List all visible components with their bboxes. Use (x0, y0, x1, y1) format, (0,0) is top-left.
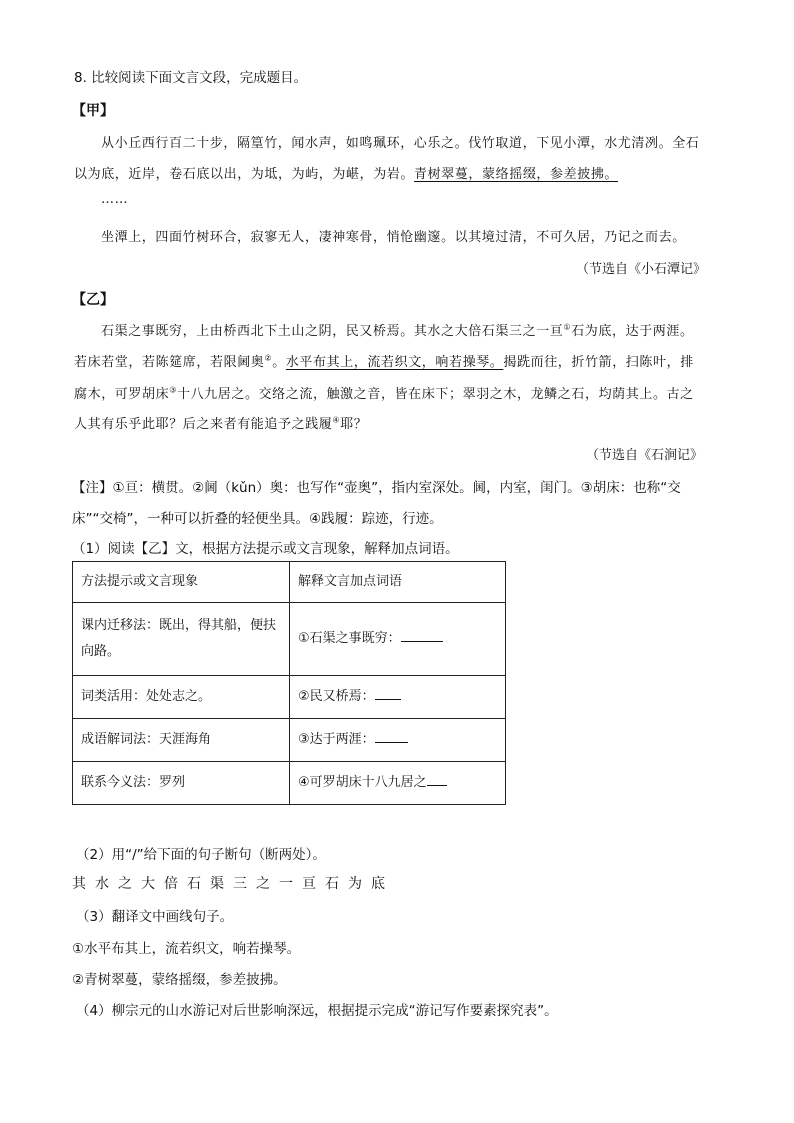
footnote-marker-3: ③ (169, 385, 177, 395)
answer-blank-1[interactable] (401, 629, 443, 642)
table-header-method: 方法提示或文言现象 (73, 562, 290, 603)
answer-prompt: ④可罗胡床十八九居之 (298, 775, 427, 790)
passage-jia-line-2-text: 以为底，近岸，卷石底以出，为坻，为屿，为嵁，为岩。 (74, 167, 415, 182)
passage-jia-line-3: 坐潭上，四面竹树环合，寂寥无人，凄神寒骨，悄怆幽邃。以其境过清，不可久居，乃记之而去。 (101, 230, 686, 245)
table-row (73, 603, 506, 676)
answer-blank-2[interactable] (375, 687, 401, 700)
sub-question-4-prompt: （4）柳宗元的山水游记对后世影响深远，根据提示完成“游记写作要素探究表”。 (76, 1003, 558, 1019)
ellipsis: …… (101, 192, 129, 207)
annotation-line-1: 【注】①亘：横贯。②阃（kǔn）奥：也写作“壶奥”，指内室深处。阃，内室，闺门。③胡床：也称“交 (72, 480, 681, 496)
sub-question-1-prompt: （1）阅读【乙】文，根据方法提示或文言现象，解释加点词语。 (72, 541, 459, 557)
answer-prompt: ②民又桥焉： (298, 689, 375, 704)
answer-blank-3[interactable] (375, 730, 408, 743)
method-cell: 课内迁移法：既出，得其船，便扶向路。 (73, 603, 290, 676)
passage-yi-line-3b: 十八九居之。交络之流，触激之音，皆在床下；翠羽之木，龙鳞之石，均荫其上。古之 (176, 387, 694, 402)
sub-question-3-prompt: （3）翻译文中画线句子。 (76, 909, 234, 925)
underlined-sentence-jia: 青树翠蔓，蒙络摇缀，参差披拂。 (414, 167, 619, 182)
answer-cell (290, 762, 506, 805)
passage-jia-line-2 (74, 163, 618, 182)
passage-yi-header: 【乙】 (72, 292, 114, 308)
passage-yi-line-4b: 耶？ (340, 417, 368, 432)
passage-yi-line-1b: 石为底，达于两涯。 (571, 324, 694, 339)
passage-yi-line-2a: 若床若堂，若陈筵席，若限阃奥 (74, 355, 265, 370)
answer-cell (290, 719, 506, 762)
answer-cell (290, 603, 506, 676)
method-cell: 成语解词法：天涯海角 (73, 719, 290, 762)
annotation-line-2: 床”“交椅”，一种可以折叠的轻便坐具。④践履：踪迹，行迹。 (72, 511, 443, 527)
method-cell: 词类活用：处处志之。 (73, 676, 290, 719)
passage-jia-header: 【甲】 (72, 103, 114, 119)
sentence-to-punctuate: 其水之大倍石渠三之一亘石为底 (72, 876, 394, 892)
method-cell: 联系今义法：罗列 (73, 762, 290, 805)
footnote-marker-4: ④ (332, 415, 341, 425)
underlined-sentence-yi: 水平布其上，流若织文，响若操琴。 (285, 355, 504, 370)
table-row (73, 676, 506, 719)
passage-yi-line-1a: 石渠之事既穷，上由桥西北下土山之阴，民又桥焉。其水之大倍石渠三之一亘 (101, 324, 564, 339)
passage-yi-line-2 (74, 351, 694, 370)
answer-cell (290, 676, 506, 719)
passage-yi-line-2b: 。 (272, 355, 286, 370)
passage-yi-line-3a: 腐木，可罗胡床 (74, 387, 170, 402)
question-title: 8. 比较阅读下面文言文段，完成题目。 (74, 70, 308, 86)
answer-prompt: ①石渠之事既穷： (298, 631, 401, 646)
method-table (72, 561, 506, 805)
footnote-marker-2: ② (264, 353, 273, 363)
translate-item-1: ①水平布其上，流若织文，响若操琴。 (72, 941, 301, 957)
passage-yi-line-4 (74, 413, 367, 432)
source-yi: （节选自《石涧记》 (586, 448, 704, 463)
answer-blank-4[interactable] (427, 773, 447, 786)
footnote-marker-1: ① (563, 322, 572, 332)
passage-jia-line-1: 从小丘西行百二十步，隔篁竹，闻水声，如鸣珮环，心乐之。伐竹取道，下见小潭，水尤清冽。全石 (101, 136, 700, 151)
source-jia: （节选自《小石潭记》 (576, 262, 707, 277)
passage-yi-line-2c: 揭跣而往，折竹箭，扫陈叶，排 (503, 355, 694, 370)
answer-prompt: ③达于两涯： (298, 732, 375, 747)
table-row (73, 762, 506, 805)
table-row (73, 719, 506, 762)
translate-item-2: ②青树翠蔓，蒙络摇缀，参差披拂。 (72, 972, 287, 988)
sub-question-2-prompt: （2）用“/”给下面的句子断句（断两处）。 (76, 847, 326, 863)
passage-yi-line-4a: 人其有乐乎此耶？后之来者有能追予之践履 (74, 417, 333, 432)
table-header-explain: 解释文言加点词语 (290, 562, 506, 603)
passage-yi-line-3 (74, 383, 694, 402)
passage-yi-line-1 (101, 320, 694, 339)
